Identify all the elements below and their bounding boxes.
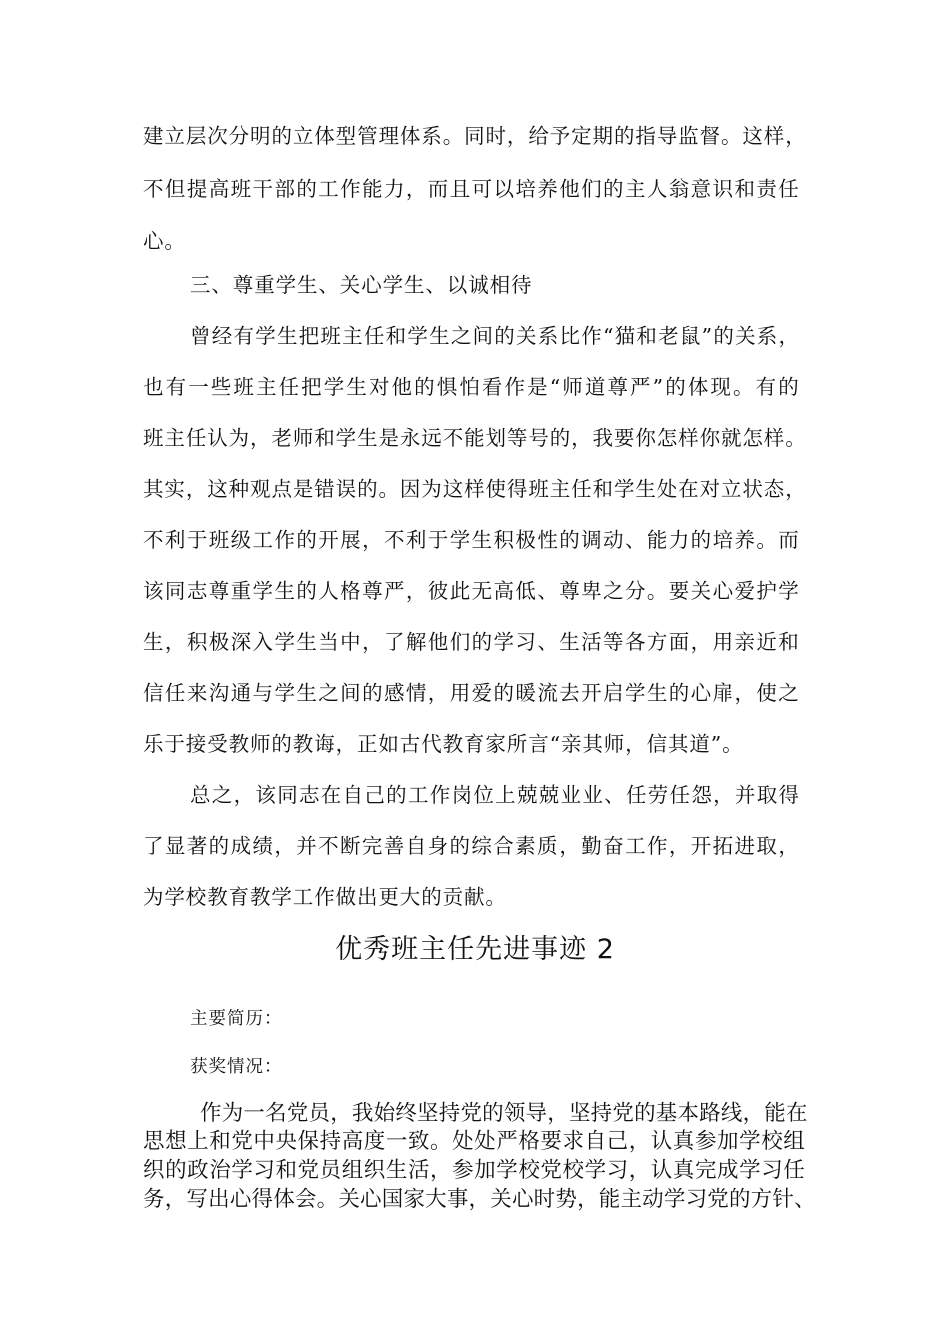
- awards-label: 获奖情况：: [190, 1057, 283, 1077]
- body-line: 该 同 志 尊 重 学 生 的 人 格 尊 严 ， 彼 此 无 高 低 、 尊 卑 之 分 。 要 关 心 爱 护 学: [143, 579, 800, 603]
- body-line: 乐于接受教师的教诲，正如古代教育家所言“亲其师，信其道”。: [143, 732, 744, 756]
- resume-label: 主要简历：: [190, 1009, 283, 1029]
- body-line: 其 实 ， 这 种 观 点 是 错 误 的 。 因 为 这 样 使 得 班 主 任 和 学 生 处 在 对 立 状 态 ，: [143, 477, 807, 501]
- body-line: 生 ， 积 极 深 入 学 生 当 中 ， 了 解 他 们 的 学 习 、 生 活 等 各 方 面 ， 用 亲 近 和: [143, 630, 800, 654]
- body-line: 心。: [143, 229, 186, 253]
- body-line: 作 为 一 名 党 员 ， 我 始 终 坚 持 党 的 领 导 ， 坚 持 党 的 基 本 路 线 ， 能 在: [200, 1101, 808, 1126]
- body-line: 了 显 著 的 成 绩 ， 并 不 断 完 善 自 身 的 综 合 素 质 ， 勤 奋 工 作 ， 开 拓 进 取 ，: [143, 834, 800, 858]
- body-line: 建 立 层 次 分 明 的 立 体 型 管 理 体 系 。 同 时 ， 给 予 定 期 的 指 导 监 督 。 这 样 ，: [143, 124, 807, 148]
- body-line: 信 任 来 沟 通 与 学 生 之 间 的 感 情 ， 用 爱 的 暖 流 去 开 启 学 生 的 心 扉 ， 使 之: [143, 681, 800, 705]
- body-line: 务 ， 写 出 心 得 体 会 。 关 心 国 家 大 事 ， 关 心 时 势 ， 能 主 动 学 习 党 的 方 针 、: [143, 1187, 816, 1212]
- body-line: 曾 经 有 学 生 把 班 主 任 和 学 生 之 间 的 关 系 比 作 “ 猫 和 老 鼠 ” 的 关 系 ，: [190, 324, 800, 348]
- section-heading: 三、尊重学生、关心学生、以诚相待: [190, 273, 533, 297]
- body-line: 也 有 一 些 班 主 任 把 学 生 对 他 的 惧 怕 看 作 是 “ 师 道 尊 严 ” 的 体 现 。 有 的: [143, 375, 800, 399]
- document-title: 优秀班主任先进事迹 2: [335, 934, 615, 965]
- body-line: 织 的 政 治 学 习 和 党 员 组 织 生 活 ， 参 加 学 校 党 校 学 习 ， 认 真 完 成 学 习 任: [143, 1158, 805, 1183]
- body-line: 思 想 上 和 党 中 央 保 持 高 度 一 致 。 处 处 严 格 要 求 自 己 ， 认 真 参 加 学 校 组: [143, 1129, 805, 1154]
- body-line: 不 但 提 高 班 干 部 的 工 作 能 力 ， 而 且 可 以 培 养 他 们 的 主 人 翁 意 识 和 责 任: [143, 177, 800, 201]
- body-line: 为学校教育教学工作做出更大的贡献。: [143, 885, 507, 909]
- body-line: 总 之 ， 该 同 志 在 自 己 的 工 作 岗 位 上 兢 兢 业 业 、 任 劳 任 怨 ， 并 取 得: [190, 783, 800, 807]
- body-line: 不 利 于 班 级 工 作 的 开 展 ， 不 利 于 学 生 积 极 性 的 调 动 、 能 力 的 培 养 。 而: [143, 528, 800, 552]
- body-line: 班 主 任 认 为 ， 老 师 和 学 生 是 永 远 不 能 划 等 号 的 ， 我 要 你 怎 样 你 就 怎 样 。: [143, 426, 807, 450]
